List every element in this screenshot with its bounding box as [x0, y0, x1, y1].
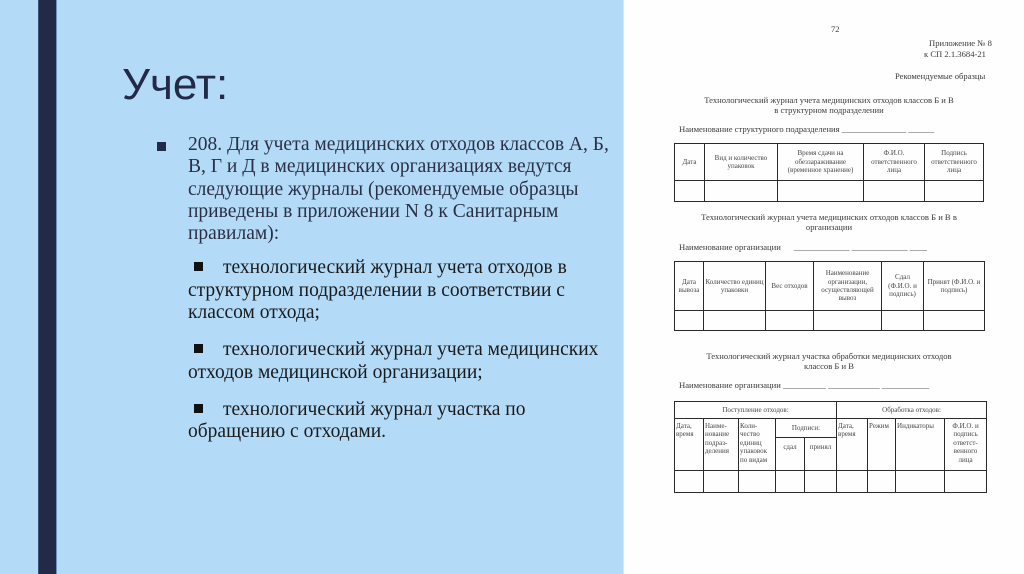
table-header: Ф.И.О. и подпись ответст-венного лица	[945, 419, 987, 471]
table-header: Вид и количество упаковок	[705, 144, 778, 181]
journal3-subtitle: классов Б и В	[804, 361, 854, 371]
journal1-table	[674, 143, 984, 202]
journal1-name-label: Наименование структурного подразделения _______________ ______	[679, 124, 935, 134]
table-header: Принят (Ф.И.О. и подпись)	[924, 262, 985, 311]
main-bullet-text: 208. Для учета медицинских отходов классов А, Б, В, Г и Д в медицинских организациях ведутся следующие журналы (рекомендуемые образцы приведены в приложении N 8 к Санитарным правилам):	[188, 134, 609, 245]
sub-bullet-item: технологический журнал учета медицинских отходов медицинской организации;	[188, 339, 599, 383]
group-header-receipt: Поступление отходов:	[675, 402, 837, 419]
slide-body	[150, 134, 610, 459]
appendix-reference: к СП 2.1.3684-21	[924, 49, 986, 59]
table-header: Дата	[675, 144, 705, 181]
main-bullet-item	[150, 134, 610, 245]
journal2-subtitle: организации	[805, 222, 853, 232]
table-header: Индикаторы	[896, 419, 945, 471]
table-subheader: сдал	[776, 438, 805, 471]
table-header: Ф.И.О. ответственного лица	[864, 144, 925, 181]
table-header: Подпись ответственного лица	[925, 144, 984, 181]
page-number: 72	[831, 24, 840, 34]
sub-bullet-item: технологический журнал учета отходов в структурном подразделении в соответствии с классом отхода;	[188, 257, 567, 324]
journal2-name-label: Наименование организации _____________ _____________ ____	[679, 242, 927, 252]
recommended-samples-label: Рекомендуемые образцы	[895, 71, 986, 81]
table-header: Коли-чество единиц упаковок по видам	[739, 419, 776, 471]
journal1-title: Технологический журнал учета медицинских отходов классов Б и В	[704, 95, 954, 105]
table-header: Время сдачи на обеззараживание (временное хранение)	[778, 144, 864, 181]
group-header-processing: Обработка отходов:	[837, 402, 987, 419]
journal2-table	[674, 261, 985, 331]
journal3-table	[674, 401, 987, 493]
square-bullet-icon	[194, 404, 203, 413]
table-header: Дата вывоза	[675, 262, 704, 311]
square-bullet-icon	[157, 142, 166, 151]
table-row	[675, 181, 984, 202]
table-row	[675, 471, 987, 493]
sub-bullet-item: технологический журнал участка по обращению с отходами.	[188, 398, 526, 443]
table-header-signatures: Подписи:	[776, 419, 837, 438]
table-header: Количество единиц упаковки	[704, 262, 766, 311]
table-header: Наименование организации, осуществляющей вывоз	[814, 262, 882, 311]
accent-bar	[38, 0, 57, 574]
journal1-subtitle: в структурном подразделении	[774, 105, 884, 115]
table-header: Режим	[868, 419, 896, 471]
journal3-title: Технологический журнал участка обработки медицинских отходов	[706, 351, 952, 361]
journal2-title: Технологический журнал учета медицинских отходов классов Б и В в	[701, 212, 957, 222]
table-header: Дата, время	[837, 419, 868, 471]
table-subheader: принял	[805, 438, 837, 471]
square-bullet-icon	[194, 344, 203, 353]
journal3-name-label: Наименование организации __________ ____________ ___________	[679, 380, 930, 390]
slide-title: Учет:	[122, 60, 229, 109]
sub-bullet-list	[150, 257, 610, 443]
square-bullet-icon	[194, 262, 203, 271]
document-image	[623, 0, 1024, 574]
table-header: Сдал (Ф.И.О. и подпись)	[882, 262, 924, 311]
table-row	[675, 311, 985, 331]
table-header: Вес отходов	[766, 262, 814, 311]
table-header: Дата, время	[675, 419, 704, 471]
appendix-label: Приложение № 8	[929, 38, 992, 48]
table-header: Наиме-нование подраз-деления	[704, 419, 739, 471]
